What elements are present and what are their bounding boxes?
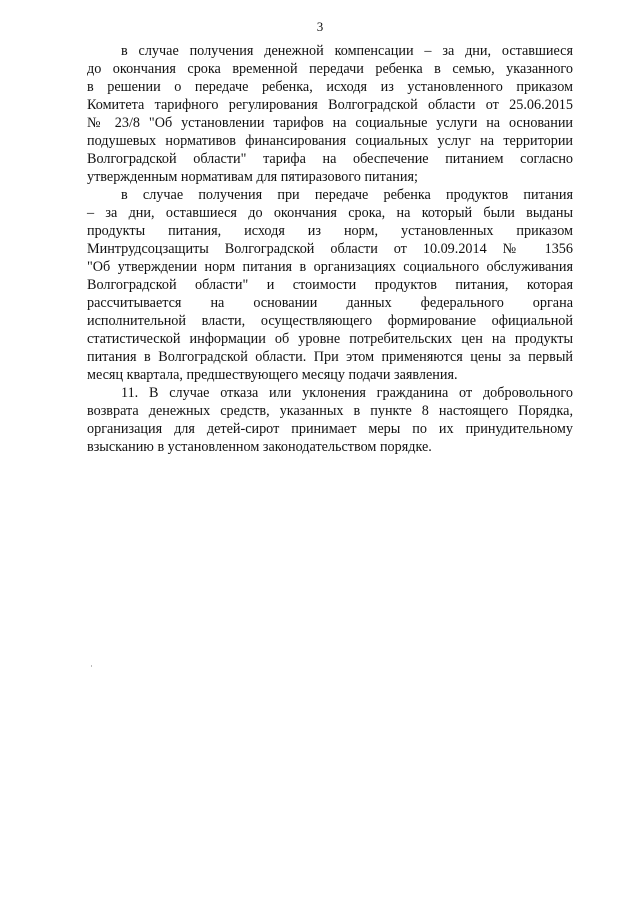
text-line: месяц квартала, предшествующего месяцу подачи заявления. — [87, 367, 458, 383]
text-line: в случае получения денежной компенсации – за дни, оставшиеся — [121, 43, 573, 59]
text-line: утвержденным нормативам для пятиразового питания; — [87, 169, 418, 185]
text-line: питания в Волгоградской области. При этом применяются цены за первый — [87, 349, 573, 365]
text-line: Волгоградской области" и стоимости продуктов питания, которая — [87, 277, 573, 293]
text-line: организация для детей-сирот принимает меры по их принудительному — [87, 421, 573, 437]
text-line: возврата денежных средств, указанных в пункте 8 настоящего Порядка, — [87, 403, 573, 419]
text-line: Волгоградской области" тарифа на обеспечение питанием согласно — [87, 151, 573, 167]
page-number: 3 — [316, 19, 324, 34]
text-line: взысканию в установленном законодательством порядке. — [87, 439, 432, 455]
text-line: до окончания срока временной передачи ребенка в семью, указанного — [87, 61, 573, 77]
text-line: Минтрудсоцзащиты Волгоградской области от 10.09.2014 № 1356 — [87, 241, 573, 257]
text-line: исполнительной власти, осуществляющего формирование официальной — [87, 313, 573, 329]
text-line: 11. В случае отказа или уклонения гражданина от добровольного — [121, 385, 573, 401]
text-line: в случае получения при передаче ребенка продуктов питания — [121, 187, 573, 203]
text-line: Комитета тарифного регулирования Волгоградской области от 25.06.2015 — [87, 97, 573, 113]
text-line: в решении о передаче ребенка, исходя из установленного приказом — [87, 79, 573, 95]
text-line: подушевых нормативов финансирования социальных услуг на территории — [87, 133, 573, 149]
scan-speck — [91, 665, 92, 667]
text-line: "Об утверждении норм питания в организациях социального обслуживания — [87, 259, 573, 275]
text-line: статистической информации об уровне потребительских цен на продукты — [87, 331, 573, 347]
text-line: – за дни, оставшиеся до окончания срока, на который были выданы — [87, 205, 573, 221]
text-line: рассчитывается на основании данных федерального органа — [87, 295, 573, 311]
text-line: № 23/8 "Об установлении тарифов на социальные услуги на основании — [87, 115, 573, 131]
text-line: продукты питания, исходя из норм, установленных приказом — [87, 223, 573, 239]
